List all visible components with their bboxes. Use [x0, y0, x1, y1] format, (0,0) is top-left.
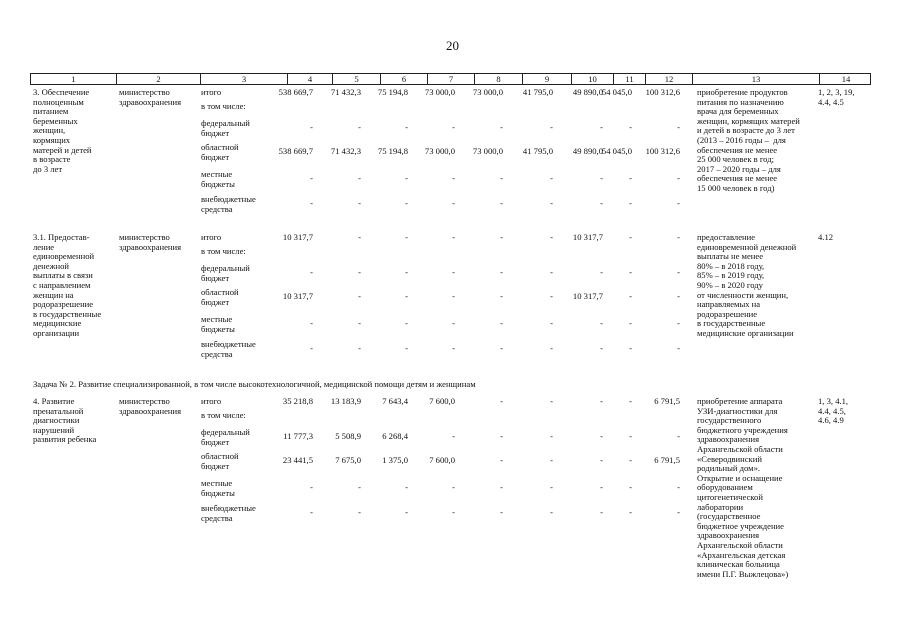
funding-source-label: местные бюджеты — [201, 478, 235, 498]
cell-value: 6 268,4 — [382, 431, 408, 441]
executor: министерство здравоохранения — [119, 396, 182, 416]
cell-value: - — [500, 431, 503, 441]
cell-value: - — [358, 318, 361, 328]
cell-value: - — [629, 343, 632, 353]
cell-value: 100 312,6 — [645, 87, 680, 97]
cell-value: - — [629, 173, 632, 183]
funding-source-label: областной бюджет — [201, 451, 239, 471]
cell-value: 6 791,5 — [654, 396, 680, 406]
cell-value: - — [310, 122, 313, 132]
cell-value: - — [405, 318, 408, 328]
cell-value: 75 194,8 — [377, 87, 408, 97]
cell-value: 41 795,0 — [522, 146, 553, 156]
cell-value: - — [677, 291, 680, 301]
funding-source-label: местные бюджеты — [201, 314, 235, 334]
funding-source-label: в том числе: — [201, 101, 246, 111]
indicator-refs: 1, 2, 3, 19, 4.4, 4.5 — [818, 87, 855, 107]
header-cell: 13 — [692, 74, 819, 85]
cell-value: - — [310, 267, 313, 277]
cell-value: - — [500, 343, 503, 353]
cell-value: - — [550, 232, 553, 242]
funding-source-label: местные бюджеты — [201, 169, 235, 189]
cell-value: - — [310, 173, 313, 183]
cell-value: - — [600, 455, 603, 465]
cell-value: - — [600, 396, 603, 406]
cell-value: - — [629, 431, 632, 441]
header-cell: 1 — [71, 74, 76, 84]
cell-value: 10 317,7 — [572, 232, 603, 242]
cell-value: - — [452, 431, 455, 441]
cell-value: - — [600, 507, 603, 517]
header-cell: 12 — [645, 74, 692, 85]
cell-value: - — [358, 291, 361, 301]
cell-value: - — [550, 507, 553, 517]
cell-value: - — [629, 267, 632, 277]
executor: министерство здравоохранения — [119, 232, 182, 252]
cell-value: - — [677, 122, 680, 132]
cell-value: - — [500, 173, 503, 183]
cell-value: - — [677, 507, 680, 517]
indicator-refs: 4.12 — [818, 232, 834, 242]
cell-value: - — [677, 198, 680, 208]
cell-value: 10 317,7 — [282, 291, 313, 301]
cell-value: - — [550, 291, 553, 301]
cell-value: - — [405, 507, 408, 517]
header-cell: 8 — [474, 74, 522, 85]
cell-value: - — [600, 267, 603, 277]
header-cell: 11 — [613, 74, 645, 85]
cell-value: - — [550, 173, 553, 183]
cell-value: 73 000,0 — [472, 87, 503, 97]
cell-value: - — [358, 198, 361, 208]
funding-source-label: внебюджетные средства — [201, 503, 256, 523]
cell-value: - — [500, 455, 503, 465]
header-cell: 9 — [522, 74, 571, 85]
header-cell: 6 — [380, 74, 427, 85]
cell-value: 538 669,7 — [278, 146, 313, 156]
cell-value: 100 312,6 — [645, 146, 680, 156]
cell-value: 35 218,8 — [282, 396, 313, 406]
cell-value: - — [677, 431, 680, 441]
cell-value: 41 795,0 — [522, 87, 553, 97]
page-number: 20 — [446, 38, 459, 53]
cell-value: - — [358, 267, 361, 277]
cell-value: - — [500, 396, 503, 406]
cell-value: - — [629, 291, 632, 301]
cell-value: 11 777,3 — [283, 431, 313, 441]
cell-value: - — [500, 232, 503, 242]
cell-value: - — [550, 198, 553, 208]
measure-name: 3.1. Предостав- ление единовременной денежной выплаты в связи с направлением женщин на родоразрешение в государственные медицинские организации — [33, 232, 102, 338]
header-cell: 2 — [116, 74, 200, 85]
cell-value: - — [600, 173, 603, 183]
cell-value: - — [629, 507, 632, 517]
header-cell: 5 — [332, 74, 380, 85]
cell-value: - — [310, 482, 313, 492]
executor: министерство здравоохранения — [119, 87, 182, 107]
result-text: приобретение аппарата УЗИ-диагностики для государственного бюджетного учреждения здравоохранения Архангельской области «Северодвинский родильный дом». Открытие и оснащение оборудованием цитогенетической лаборатории (государственное бюджетное учреждение здравоохранения Архангельской области «Архангельская детская клиническая больница имени П.Г. Выжлецова») — [697, 396, 789, 579]
cell-value: 1 375,0 — [382, 455, 408, 465]
cell-value: 7 643,4 — [382, 396, 408, 406]
cell-value: 75 194,8 — [377, 146, 408, 156]
funding-source-label: федеральный бюджет — [201, 427, 250, 447]
cell-value: - — [629, 232, 632, 242]
funding-source-label: внебюджетные средства — [201, 339, 256, 359]
cell-value: 23 441,5 — [282, 455, 313, 465]
cell-value: - — [677, 232, 680, 242]
cell-value: - — [677, 318, 680, 328]
cell-value: - — [452, 482, 455, 492]
cell-value: - — [600, 318, 603, 328]
cell-value: 54 045,0 — [601, 146, 632, 156]
result-text: предоставление единовременной денежной выплаты не менее 80% – в 2018 году, 85% – в 2019 году, 90% – в 2020 году от численности женщин, направляемых на родоразрешение в государственные медицинские организации — [697, 232, 797, 338]
cell-value: - — [500, 122, 503, 132]
cell-value: - — [629, 122, 632, 132]
cell-value: - — [500, 267, 503, 277]
funding-source-label: итого — [201, 232, 222, 242]
header-cell: 3 — [200, 74, 287, 85]
cell-value: - — [677, 482, 680, 492]
cell-value: - — [629, 198, 632, 208]
cell-value: - — [600, 198, 603, 208]
cell-value: 49 890,0 — [572, 146, 603, 156]
cell-value: - — [677, 343, 680, 353]
cell-value: - — [358, 482, 361, 492]
funding-source-label: федеральный бюджет — [201, 263, 250, 283]
measure-name: 4. Развитие пренатальной диагностики нарушений развития ребенка — [33, 396, 97, 445]
cell-value: - — [677, 267, 680, 277]
cell-value: - — [310, 343, 313, 353]
cell-value: 13 183,9 — [330, 396, 361, 406]
cell-value: 73 000,0 — [424, 146, 455, 156]
cell-value: - — [452, 318, 455, 328]
funding-source-label: внебюджетные средства — [201, 194, 256, 214]
funding-source-label: в том числе: — [201, 246, 246, 256]
cell-value: - — [500, 291, 503, 301]
cell-value: - — [550, 343, 553, 353]
cell-value: - — [358, 173, 361, 183]
cell-value: - — [452, 232, 455, 242]
cell-value: - — [550, 431, 553, 441]
header-cell: 14 — [819, 74, 872, 85]
cell-value: 71 432,3 — [330, 87, 361, 97]
indicator-refs: 1, 3, 4.1, 4.4, 4.5, 4.6, 4.9 — [818, 396, 849, 426]
table-header-row — [30, 73, 871, 85]
cell-value: - — [600, 482, 603, 492]
cell-value: - — [405, 173, 408, 183]
cell-value: - — [310, 318, 313, 328]
cell-value: - — [629, 318, 632, 328]
funding-source-label: областной бюджет — [201, 142, 239, 162]
task-title: Задача № 2. Развитие специализированной, в том числе высокотехнологичной, медицинской помощи детям и женщинам — [33, 379, 476, 389]
funding-source-label: в том числе: — [201, 410, 246, 420]
cell-value: - — [405, 232, 408, 242]
funding-source-label: итого — [201, 87, 222, 97]
cell-value: - — [550, 482, 553, 492]
cell-value: - — [500, 318, 503, 328]
cell-value: - — [500, 507, 503, 517]
cell-value: - — [405, 343, 408, 353]
cell-value: 538 669,7 — [278, 87, 313, 97]
cell-value: - — [452, 122, 455, 132]
cell-value: - — [452, 291, 455, 301]
header-cell: 7 — [427, 74, 474, 85]
cell-value: - — [452, 173, 455, 183]
cell-value: - — [550, 396, 553, 406]
cell-value: - — [600, 343, 603, 353]
cell-value: - — [358, 232, 361, 242]
cell-value: - — [452, 343, 455, 353]
cell-value: 5 508,9 — [335, 431, 361, 441]
cell-value: - — [452, 198, 455, 208]
cell-value: - — [310, 198, 313, 208]
funding-source-label: итого — [201, 396, 222, 406]
cell-value: - — [677, 173, 680, 183]
cell-value: 73 000,0 — [472, 146, 503, 156]
cell-value: - — [550, 318, 553, 328]
cell-value: 10 317,7 — [282, 232, 313, 242]
cell-value: - — [550, 122, 553, 132]
cell-value: - — [358, 507, 361, 517]
cell-value: - — [629, 455, 632, 465]
cell-value: 73 000,0 — [424, 87, 455, 97]
cell-value: - — [600, 431, 603, 441]
header-cell: 10 — [571, 74, 613, 85]
cell-value: - — [310, 507, 313, 517]
cell-value: 71 432,3 — [330, 146, 361, 156]
cell-value: - — [629, 396, 632, 406]
cell-value: - — [358, 343, 361, 353]
cell-value: - — [550, 267, 553, 277]
cell-value: - — [405, 122, 408, 132]
cell-value: 7 675,0 — [335, 455, 361, 465]
cell-value: - — [452, 507, 455, 517]
funding-source-label: областной бюджет — [201, 287, 239, 307]
cell-value: - — [358, 122, 361, 132]
cell-value: - — [500, 198, 503, 208]
cell-value: - — [405, 291, 408, 301]
measure-name: 3. Обеспечение полноценным питанием беременных женщин, кормящих матерей и детей в возрасте до 3 лет — [33, 87, 92, 174]
cell-value: - — [600, 122, 603, 132]
cell-value: 6 791,5 — [654, 455, 680, 465]
cell-value: 54 045,0 — [601, 87, 632, 97]
cell-value: - — [500, 482, 503, 492]
result-text: приобретение продуктов питания по назначению врача для беременных женщин, кормящих матерей и детей в возрасте до 3 лет (2013 – 2016 годы – для обеспечения не менее 25 000 человек в год; 2017 – 2020 годы – для обеспечения не менее 15 000 человек в год) — [697, 87, 800, 193]
header-cell: 4 — [287, 74, 332, 85]
cell-value: - — [405, 198, 408, 208]
cell-value: - — [629, 482, 632, 492]
funding-source-label: федеральный бюджет — [201, 118, 250, 138]
cell-value: - — [452, 267, 455, 277]
cell-value: 7 600,0 — [429, 455, 455, 465]
cell-value: - — [405, 482, 408, 492]
cell-value: 7 600,0 — [429, 396, 455, 406]
cell-value: - — [550, 455, 553, 465]
cell-value: - — [405, 267, 408, 277]
cell-value: 49 890,0 — [572, 87, 603, 97]
cell-value: 10 317,7 — [572, 291, 603, 301]
